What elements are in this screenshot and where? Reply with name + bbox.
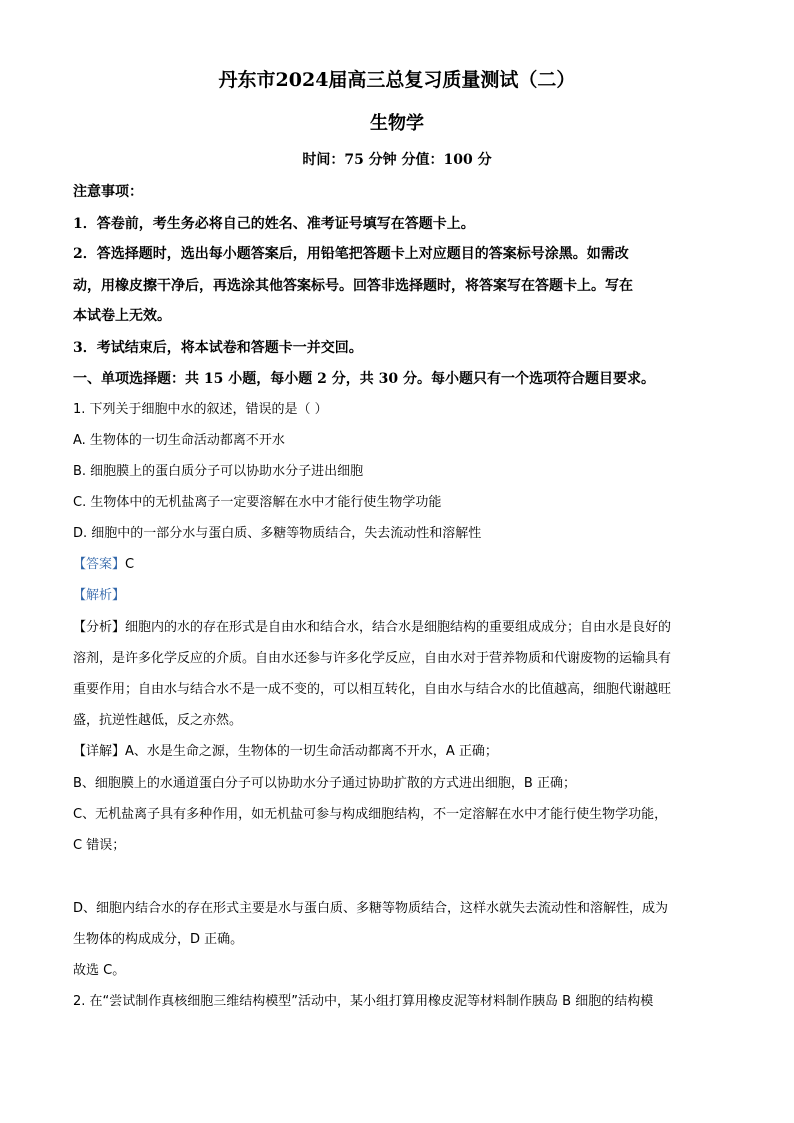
notice-item: 3．考试结束后，将本试卷和答题卡一并交回。	[73, 340, 363, 356]
detail-c: C、无机盐离子具有多种作用，如无机盐可参与构成细胞结构，不一定溶解在水中才能行使生物学功能，	[73, 807, 668, 822]
question-1-option-b: B. 细胞膜上的蛋白质分子可以协助水分子进出细胞	[73, 464, 364, 479]
conclusion: 故选 C。	[73, 963, 126, 978]
question-1-option-d: D. 细胞中的一部分水与蛋白质、多糖等物质结合，失去流动性和溶解性	[73, 526, 482, 541]
notice-item: 2．答选择题时，选出每小题答案后，用铅笔把答题卡上对应题目的答案标号涂黑。如需改	[73, 246, 629, 262]
fenxi-label: 【分析】	[73, 620, 126, 635]
xiangjie-label: 【详解】	[73, 744, 126, 759]
answer-label: 【答案】	[73, 557, 126, 572]
question-1-stem: 1. 下列关于细胞中水的叙述，错误的是（ ）	[73, 402, 328, 417]
notice-item: 1．答卷前，考生务必将自己的姓名、准考证号填写在答题卡上。	[73, 216, 475, 232]
fenxi-text: 重要作用；自由水与结合水不是一成不变的，可以相互转化，自由水与结合水的比值越高，细胞代谢越旺	[73, 682, 672, 697]
detail-a: A、水是生命之源，生物体的一切生命活动都离不开水，A 正确；	[125, 744, 498, 759]
notice-item: 动，用橡皮擦干净后，再选涂其他答案标号。回答非选择题时，将答案写在答题卡上。写在	[73, 278, 633, 294]
exam-title: 丹东市2024届高三总复习质量测试（二）	[218, 69, 576, 91]
fenxi-line	[73, 618, 671, 638]
subject-title: 生物学	[370, 113, 424, 134]
answer-line	[73, 555, 134, 575]
answer-value: C	[125, 557, 135, 572]
question-1-option-c: C. 生物体中的无机盐离子一定要溶解在水中才能行使生物学功能	[73, 495, 442, 510]
question-2-stem: 2. 在“尝试制作真核细胞三维结构模型”活动中，某小组打算用橡皮泥等材料制作胰岛 B 细胞的结构模	[73, 994, 654, 1009]
section-heading: 一、单项选择题：共 15 小题，每小题 2 分，共 30 分。每小题只有一个选项符合题目要求。	[73, 371, 655, 387]
analysis-label: 【解析】	[73, 588, 126, 603]
fenxi-text: 细胞内的水的存在形式是自由水和结合水，结合水是细胞结构的重要组成成分；自由水是良好的	[125, 620, 672, 635]
fenxi-text: 盛，抗逆性越低，反之亦然。	[73, 713, 243, 728]
fenxi-text: 溶剂，是许多化学反应的介质。自由水还参与许多化学反应，自由水对于营养物质和代谢废物的运输具有	[73, 651, 672, 666]
detail-b: B、细胞膜上的水通道蛋白分子可以协助水分子通过协助扩散的方式进出细胞，B 正确；	[73, 776, 576, 791]
xiangjie-line	[73, 742, 498, 762]
notice-item: 本试卷上无效。	[73, 308, 171, 324]
detail-d: D、细胞内结合水的存在形式主要是水与蛋白质、多糖等物质结合，这样水就失去流动性和溶解性，成为	[73, 901, 669, 916]
question-1-option-a: A. 生物体的一切生命活动都离不开水	[73, 433, 285, 448]
time-score-info: 时间：75 分钟 分值：100 分	[302, 152, 492, 168]
detail-c-cont: C 错误；	[73, 838, 126, 853]
detail-d-cont: 生物体的构成成分，D 正确。	[73, 932, 244, 947]
notice-heading: 注意事项：	[73, 184, 143, 200]
